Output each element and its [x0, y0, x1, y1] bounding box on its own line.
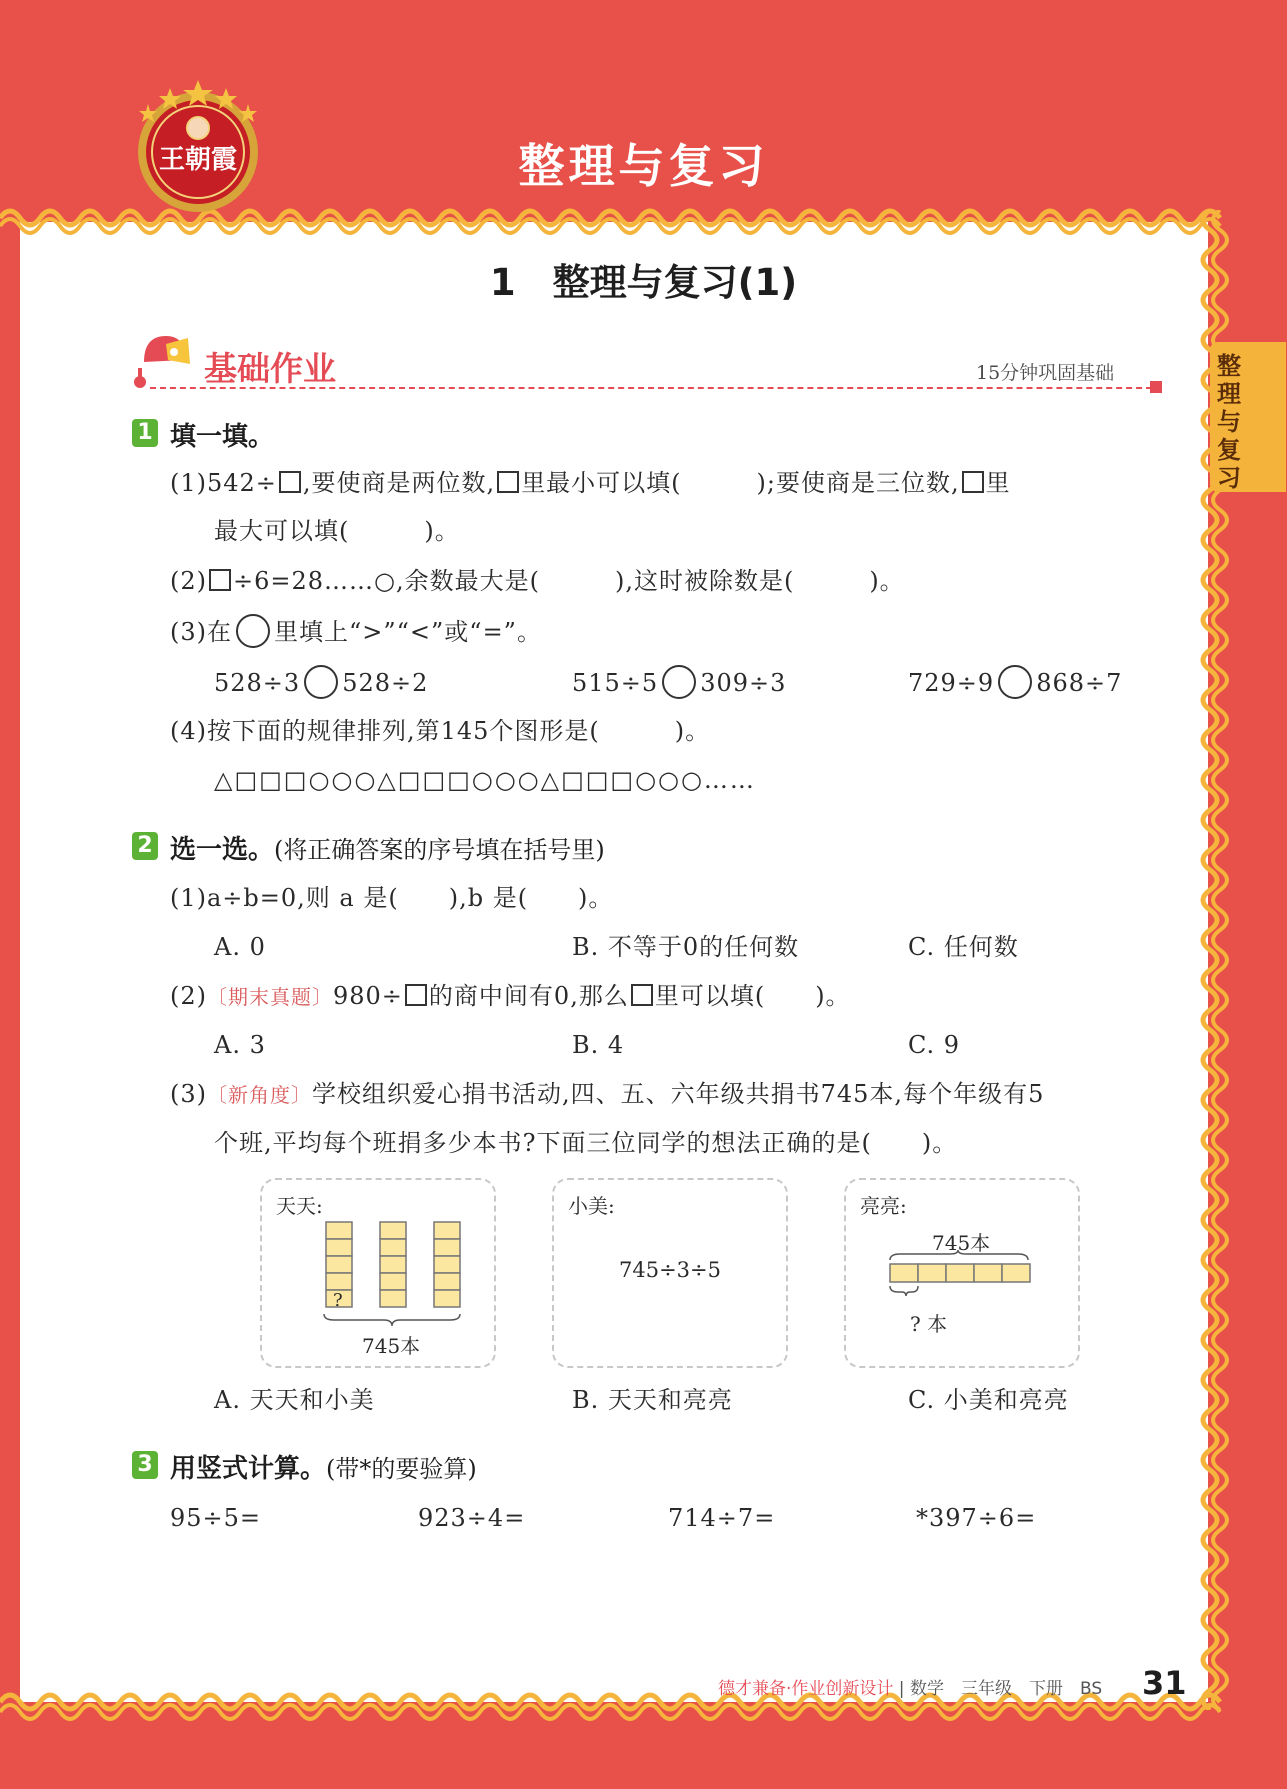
q2-part2-option-b: B. 4: [572, 1031, 625, 1059]
card-part-label: ? 本: [910, 1312, 948, 1336]
calc-item-4: *397÷6=: [916, 1504, 1037, 1532]
q1-part1-line1: (1)542÷ ,要使商是两位数, 里最小可以填( );要使商是三位数, 里: [170, 469, 1011, 497]
q2-part3-option-b: B. 天天和亮亮: [572, 1386, 733, 1414]
bar-columns-diagram: [320, 1218, 470, 1336]
q2-part2-option-c: C. 9: [908, 1031, 961, 1059]
divider-end-mark: [1150, 381, 1162, 393]
q1-part3: (3)在 里填上“>”“<”或“=”。: [170, 614, 542, 648]
unit-question-mark: ?: [333, 1290, 343, 1311]
side-tab-label: 整理与复习: [1217, 352, 1241, 492]
page-number: 31: [1142, 1664, 1187, 1702]
section-subtitle: 15分钟巩固基础: [976, 362, 1115, 384]
exam-tag: 〔期末真题〕: [207, 985, 333, 1009]
q2-part1-option-c: C. 任何数: [908, 933, 1019, 961]
footer-info: 数学 三年级 下册 BS: [909, 1679, 1103, 1699]
q2-part1: (1)a÷b=0,则 a 是( ),b 是( )。: [170, 884, 614, 912]
footer-brand: 德才兼备·作业创新设计: [718, 1679, 894, 1699]
card-formula: 745÷3÷5: [619, 1258, 721, 1282]
blank-box[interactable]: [209, 569, 231, 591]
card-total-label: 745本: [362, 1334, 421, 1358]
blank-box[interactable]: [497, 471, 519, 493]
q2-part3-line2: 个班,平均每个班捐多少本书?下面三位同学的想法正确的是( )。: [214, 1129, 958, 1157]
q1-part4: (4)按下面的规律排列,第145个图形是( )。: [170, 717, 711, 745]
blank-box[interactable]: [279, 471, 301, 493]
blank-box[interactable]: [962, 471, 984, 493]
compare-circle-input[interactable]: [998, 665, 1032, 699]
card-total-label: 745本: [932, 1231, 991, 1255]
question-3-title: 用竖式计算。(带*的要验算): [170, 1454, 477, 1484]
question-2-title: 选一选。(将正确答案的序号填在括号里): [170, 835, 605, 865]
q2-part1-option-a: A. 0: [214, 933, 266, 961]
lesson-title: 1 整理与复习(1): [489, 261, 798, 304]
compare-circle-input[interactable]: [662, 665, 696, 699]
question-1-title: 填一填。: [170, 422, 275, 452]
calc-item-2: 923÷4=: [418, 1504, 526, 1532]
compare-item-2: 515÷5 309÷3: [572, 665, 786, 699]
q2-part3-line1: (3)〔新角度〕学校组织爱心捐书活动,四、五、六年级共捐书745本,每个年级有5: [170, 1080, 1045, 1108]
compare-item-3: 729÷9 868÷7: [908, 665, 1122, 699]
compare-item-1: 528÷3 528÷2: [214, 665, 428, 699]
shape-pattern: △□□□○○○△□□□○○○△□□□○○○……: [214, 766, 756, 794]
footer-line: 德才兼备·作业创新设计 | 数学 三年级 下册 BS: [718, 1679, 1103, 1699]
card-name: 小美:: [568, 1194, 615, 1218]
blank-box[interactable]: [405, 984, 427, 1006]
q2-part1-option-b: B. 不等于0的任何数: [572, 933, 800, 961]
question-number-2: 2: [132, 832, 158, 860]
segment-bar-diagram: [884, 1250, 1036, 1310]
q2-part3-option-a: A. 天天和小美: [214, 1386, 375, 1414]
chapter-header-title: 整理与复习: [518, 139, 769, 193]
card-name: 天天:: [276, 1194, 323, 1218]
card-name: 亮亮:: [860, 1194, 907, 1218]
q1-part2: (2) ÷6=28……○,余数最大是( ),这时被除数是( )。: [170, 567, 905, 595]
compare-circle: [236, 614, 270, 648]
q2-part2-option-a: A. 3: [214, 1031, 266, 1059]
calc-item-3: 714÷7=: [668, 1504, 776, 1532]
new-angle-tag: 〔新角度〕: [207, 1083, 312, 1107]
q1-part1-line2: 最大可以填( )。: [214, 517, 460, 545]
bell-icon: [130, 330, 200, 390]
section-title: 基础作业: [204, 349, 336, 388]
question-number-3: 3: [132, 1451, 158, 1479]
blank-box[interactable]: [631, 984, 653, 1006]
q2-part3-option-c: C. 小美和亮亮: [908, 1386, 1069, 1414]
question-number-1: 1: [132, 419, 158, 447]
section-divider: [150, 387, 1162, 389]
compare-circle-input[interactable]: [304, 665, 338, 699]
calc-item-1: 95÷5=: [170, 1504, 262, 1532]
q2-part2: (2)〔期末真题〕980÷ 的商中间有0,那么 里可以填( )。: [170, 982, 851, 1010]
svg-text:王朝霞: 王朝霞: [158, 145, 238, 175]
